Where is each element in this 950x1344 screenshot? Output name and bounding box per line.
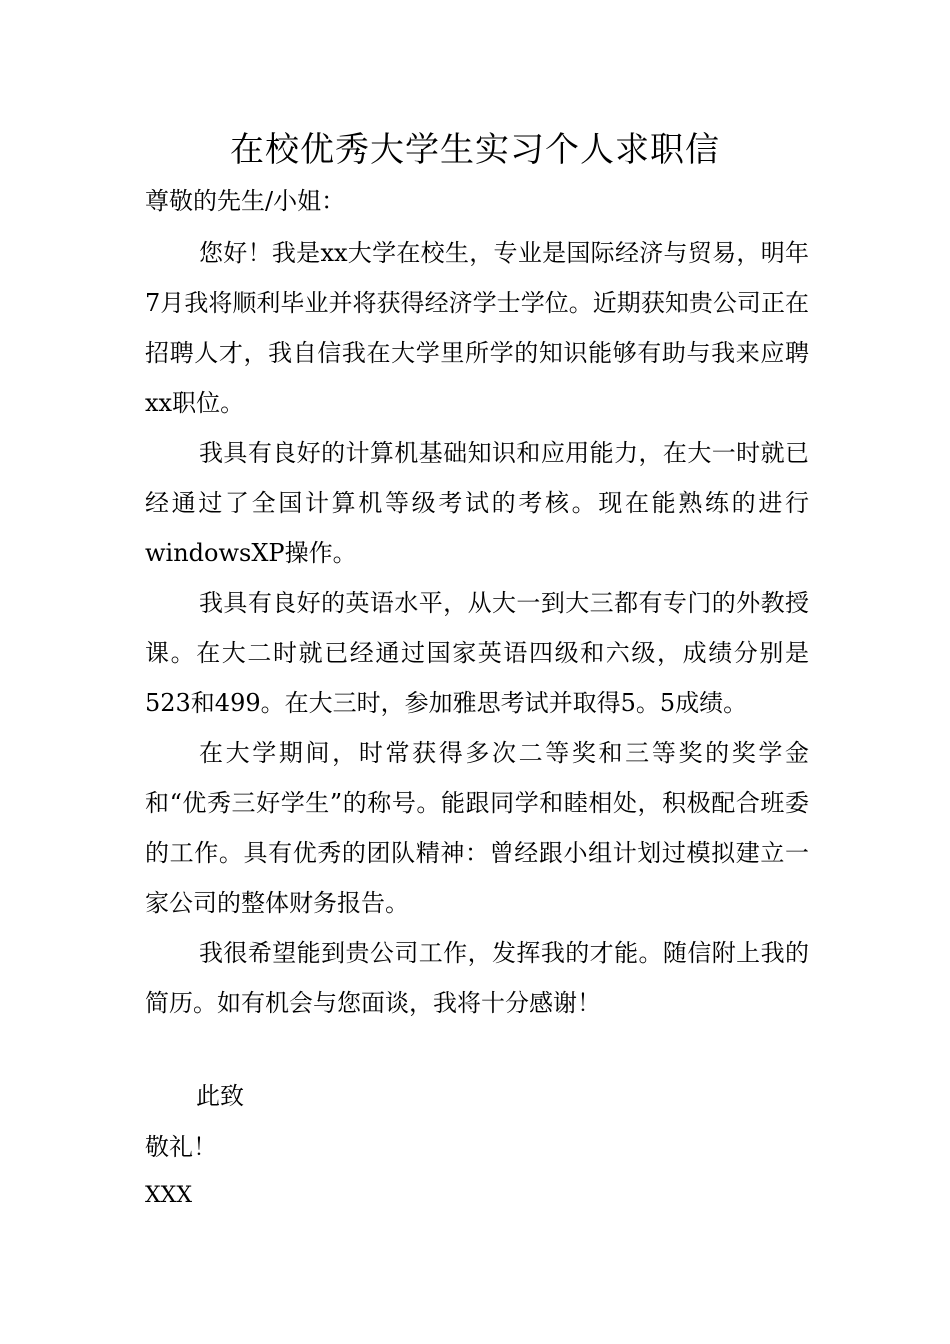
regards: 敬礼！ <box>145 1133 217 1161</box>
paragraph-awards: 在大学期间，时常获得多次二等奖和三等奖的奖学金和“优秀三好学生”的称号。能跟同学和睦相处，积极配合班委的工作。具有优秀的团队精神：曾经跟小组计划过模拟建立一家公司的整体财务报告。 <box>145 739 809 917</box>
signature: XXX <box>145 1183 192 1208</box>
paragraph-conclusion: 我很希望能到贵公司工作，发挥我的才能。随信附上我的简历。如有机会与您面谈，我将十分感谢！ <box>145 939 809 1017</box>
salutation: 尊敬的先生/小姐： <box>145 187 346 215</box>
paragraph-intro: 您好！我是xx大学在校生，专业是国际经济与贸易，明年7月我将顺利毕业并将获得经济学士学位。近期获知贵公司正在招聘人才，我自信我在大学里所学的知识能够有助与我来应聘xx职位。 <box>145 239 809 417</box>
letter-body <box>145 228 809 1028</box>
paragraph-computer-skills: 我具有良好的计算机基础知识和应用能力，在大一时就已经通过了全国计算机等级考试的考核。现在能熟练的进行windowsXP操作。 <box>145 439 809 567</box>
closing: 此致 <box>196 1082 244 1110</box>
paragraph-english-skills: 我具有良好的英语水平，从大一到大三都有专门的外教授课。在大二时就已经通过国家英语四级和六级，成绩分别是523和499。在大三时，参加雅思考试并取得5。5成绩。 <box>145 589 809 717</box>
document-title: 在校优秀大学生实习个人求职信 <box>230 130 720 170</box>
